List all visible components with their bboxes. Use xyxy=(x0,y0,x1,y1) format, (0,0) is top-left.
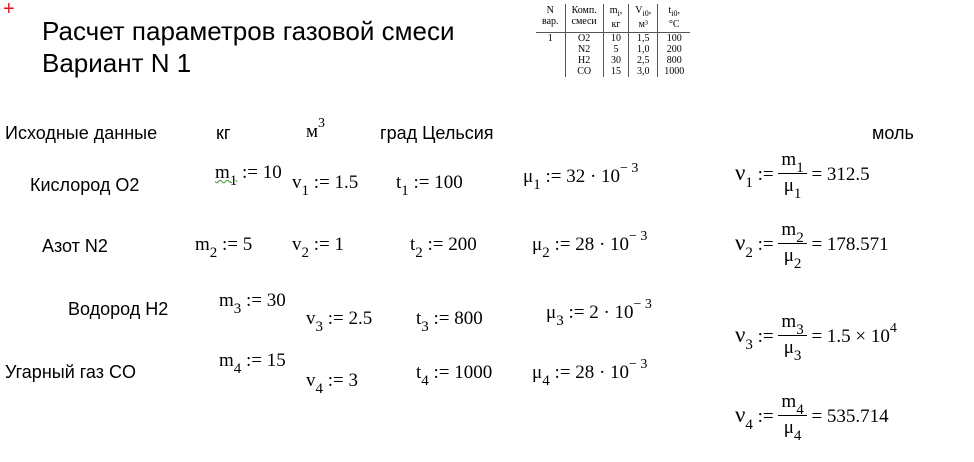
page-title: Расчет параметров газовой смеси xyxy=(42,16,455,46)
table-cell xyxy=(536,66,565,77)
unit-mol-label: моль xyxy=(872,123,914,143)
eq-mu3[interactable]: $\mu_3$ := $2 \cdot 10^{- 3}$ xyxy=(546,297,652,329)
table-row xyxy=(536,66,690,77)
page-subtitle: Вариант N 1 xyxy=(42,48,192,78)
eq-m4[interactable]: $m_4$ := 15 xyxy=(219,350,286,377)
unit-kg-label: кг xyxy=(216,123,231,143)
table-cell: 10 xyxy=(603,33,629,45)
table-cell: 30 xyxy=(603,55,629,66)
table-cell: 15 xyxy=(603,66,629,77)
eq-t4[interactable]: $t_4$ := 1000 xyxy=(416,362,493,389)
table-header-row xyxy=(536,4,690,33)
table-cell xyxy=(536,44,565,55)
table-cell: 1 xyxy=(547,33,553,44)
eq-nu2[interactable]: $\nu_2$ := $\frac{m_2}{\mu_2}$ = 178.571 xyxy=(735,219,889,272)
eq-mu2[interactable]: $\mu_2$ := $28 \cdot 10^{- 3}$ xyxy=(532,229,648,261)
table-row xyxy=(536,44,690,55)
eq-t3[interactable]: $t_3$ := 800 xyxy=(416,308,483,335)
table-header: N вар. xyxy=(536,4,565,33)
source-data-heading: Исходные данные xyxy=(5,123,158,143)
unit-m3-label: $м^3$ xyxy=(306,116,326,142)
eq-nu3[interactable]: $\nu_3$ := $\frac{m_3}{\mu_3}$ = $1.5 \times 10^4$ xyxy=(735,311,897,364)
table-cell: 100 xyxy=(658,33,691,45)
table-cell: CO xyxy=(565,66,603,77)
table-cell: H2 xyxy=(565,55,603,66)
label-nitrogen: Азот N2 xyxy=(42,236,108,256)
table-row xyxy=(536,33,690,45)
eq-mu4[interactable]: $\mu_4$ := $28 \cdot 10^{- 3}$ xyxy=(532,357,648,389)
eq-v4[interactable]: $v_4$ := 3 xyxy=(306,370,358,397)
table-header: $m_i$, кг xyxy=(603,4,629,33)
table-cell: 800 xyxy=(658,55,691,66)
label-carbon-monoxide: Угарный газ CO xyxy=(5,362,136,382)
table-cell: 5 xyxy=(603,44,629,55)
eq-nu4[interactable]: $\nu_4$ := $\frac{m_4}{\mu_4}$ = 535.714 xyxy=(735,391,889,444)
table-cell: 1,0 xyxy=(629,44,658,55)
reference-table xyxy=(536,4,690,77)
label-hydrogen: Водород H2 xyxy=(68,299,169,319)
table-cell: N2 xyxy=(565,44,603,55)
eq-t2[interactable]: $t_2$ := 200 xyxy=(410,234,477,261)
eq-m1[interactable]: $m_1$ := 10 xyxy=(215,162,282,189)
table-row xyxy=(536,55,690,66)
eq-t1[interactable]: $t_1$ := 100 xyxy=(396,172,463,199)
table-cell: O2 xyxy=(565,33,603,45)
table-cell: 3,0 xyxy=(629,66,658,77)
table-header: Комп. смеси xyxy=(565,4,603,33)
table-cell: 1,5 xyxy=(629,33,658,45)
unit-celsius-label: град Цельсия xyxy=(380,123,494,143)
table-cell: 1000 xyxy=(658,66,691,77)
table-header: $V_{i0}$, м³ xyxy=(629,4,658,33)
eq-mu1[interactable]: $\mu_1$ := $32 \cdot 10^{- 3}$ xyxy=(523,161,639,193)
eq-nu1[interactable]: $\nu_1$ := $\frac{m_1}{\mu_1}$ = 312.5 xyxy=(735,149,870,202)
table-cell xyxy=(536,55,565,66)
eq-v3[interactable]: $v_3$ := 2.5 xyxy=(306,308,373,335)
table-cell: 2,5 xyxy=(629,55,658,66)
eq-m2[interactable]: $m_2$ := 5 xyxy=(195,234,253,261)
table-cell: 200 xyxy=(658,44,691,55)
eq-m3[interactable]: $m_3$ := 30 xyxy=(219,290,286,317)
insert-cursor-icon[interactable]: + xyxy=(3,0,15,20)
label-oxygen: Кислород O2 xyxy=(30,175,140,195)
eq-v1[interactable]: $v_1$ := 1.5 xyxy=(292,172,359,199)
table-header: $t_{i0}$, °C xyxy=(658,4,691,33)
eq-v2[interactable]: $v_2$ := 1 xyxy=(292,234,344,261)
